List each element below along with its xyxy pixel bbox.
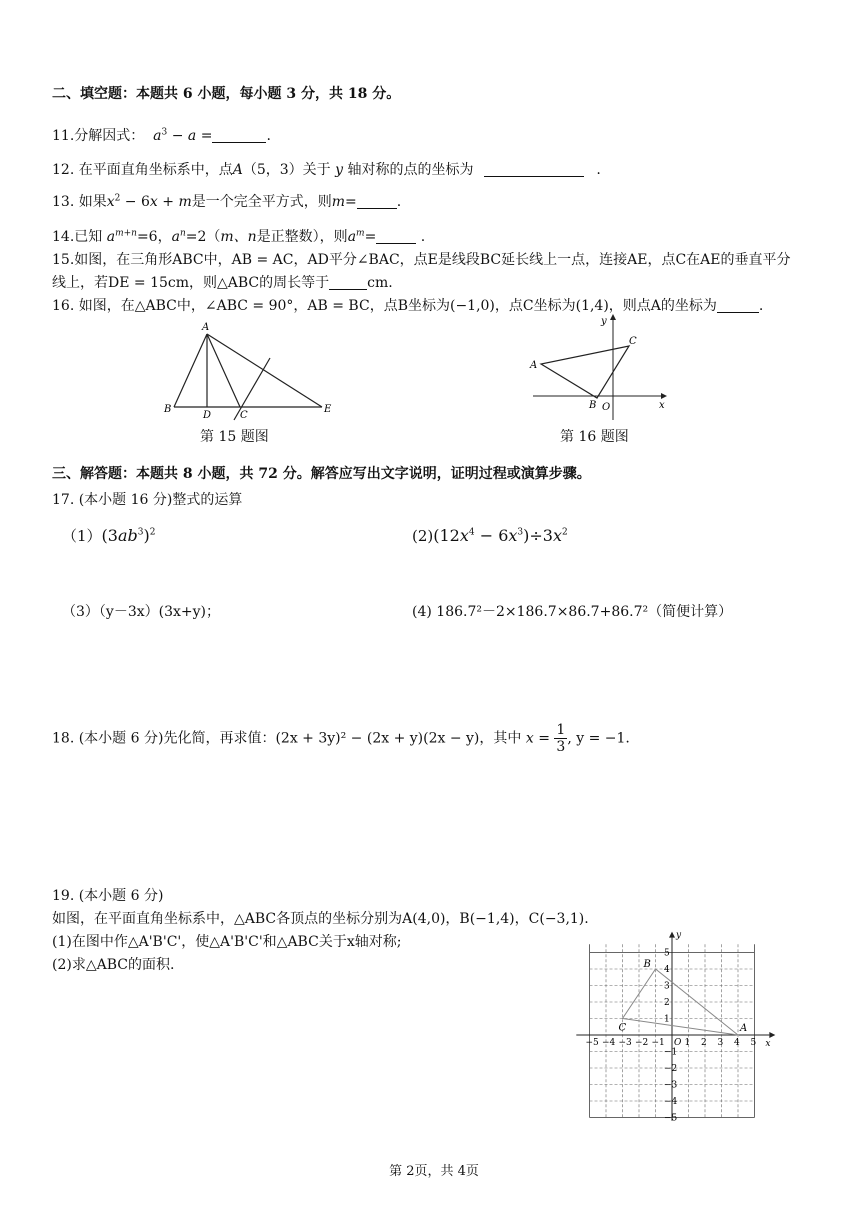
q17-part-2-label: (2) bbox=[412, 527, 434, 545]
question-17-title: 17. (本小题 16 分)整式的运算 bbox=[52, 492, 243, 508]
q12-text3: 轴对称的点的坐标为 bbox=[347, 162, 474, 178]
q13-text2: 是一个完全平方式，则 bbox=[191, 194, 332, 210]
q13-number: 13. bbox=[52, 194, 75, 210]
fig16-label-C: C bbox=[629, 336, 637, 347]
x-tick-label: −3 bbox=[618, 1038, 632, 1048]
q14-power-1: $a^{m+n}$ bbox=[106, 228, 137, 245]
q14-value-2: =2（ bbox=[185, 229, 221, 245]
question-14 bbox=[52, 227, 425, 247]
triangle-ABC bbox=[541, 346, 629, 398]
x-tick-label: 5 bbox=[750, 1038, 757, 1048]
q12-axis: y bbox=[335, 162, 344, 178]
fig16-label-y: y bbox=[601, 316, 607, 327]
x-axis-arrow bbox=[661, 393, 667, 399]
fig16-label-B: B bbox=[589, 400, 597, 411]
q15-answer-blank bbox=[329, 275, 367, 290]
q18-variable-x: x bbox=[525, 730, 534, 747]
q11-number: 11. bbox=[52, 128, 75, 144]
q12-text: 在平面直角坐标系中，点 bbox=[78, 162, 233, 178]
figure-15-caption: 第 15 题图 bbox=[200, 429, 269, 445]
q17-part-3: （3）（y－3x）(3x+y)； bbox=[62, 604, 220, 620]
x-tick-label: 3 bbox=[717, 1038, 724, 1048]
q14-number: 14. bbox=[52, 229, 75, 245]
x-tick-label: 1 bbox=[684, 1038, 691, 1048]
figure-16-caption: 第 16 题图 bbox=[560, 429, 629, 445]
question-15-line-1 bbox=[52, 250, 791, 270]
q14-eq: = bbox=[364, 229, 377, 245]
q14-power-3: $a^m$ bbox=[347, 228, 365, 245]
q18-text: 18. (本小题 6 分)先化简，再求值：(2x + 3y)² − (2x + y)(2x − y)，其中 bbox=[52, 730, 522, 747]
q17-part-2 bbox=[412, 526, 568, 546]
q12-answer-blank bbox=[484, 162, 584, 177]
fig19-label-y: y bbox=[676, 930, 682, 941]
y-tick-label: −2 bbox=[664, 1064, 678, 1074]
question-19-line-3: (2)求△ABC的面积. bbox=[52, 957, 175, 973]
q11-answer-blank bbox=[212, 128, 266, 143]
q15-unit: cm. bbox=[367, 275, 393, 291]
y-tick-label: 1 bbox=[664, 1014, 670, 1025]
q15-text-2: 线上，若DE = 15cm，则△ABC的周长等于 bbox=[52, 275, 330, 291]
q12-text2: 关于 bbox=[302, 162, 331, 178]
q14-text: 已知 bbox=[74, 229, 103, 245]
question-19-title: 19. (本小题 6 分) bbox=[52, 888, 164, 904]
q14-tail: . bbox=[420, 229, 426, 245]
q16-answer-blank bbox=[717, 298, 759, 313]
y-tick-label: −1 bbox=[664, 1047, 678, 1058]
q13-expression: $x^2 - 6x + m$ bbox=[106, 193, 192, 210]
question-16 bbox=[52, 296, 763, 316]
q11-text: 分解因式： bbox=[74, 128, 145, 144]
q12-tail: . bbox=[596, 162, 601, 178]
q18-fraction bbox=[554, 722, 567, 755]
y-tick-label: −3 bbox=[664, 1080, 678, 1091]
segment-AE bbox=[207, 334, 322, 407]
y-tick-label: 2 bbox=[664, 998, 670, 1008]
q12-coords: （5，3） bbox=[242, 162, 303, 178]
question-11 bbox=[52, 126, 271, 146]
figure-19-grid bbox=[576, 930, 781, 1124]
fig16-label-A: A bbox=[530, 360, 538, 371]
q17-part-1-label: （1） bbox=[62, 527, 102, 545]
q11-expression: $a^3 - a$ = bbox=[153, 127, 213, 144]
fig19-label-O: O bbox=[674, 1038, 682, 1048]
q14-value-1: =6， bbox=[136, 229, 172, 245]
question-19-line-1: 如图，在平面直角坐标系中，△ABC各顶点的坐标分别为A(4,0)，B(−1,4)，C(−3,1). bbox=[52, 911, 589, 927]
x-tick-label: 2 bbox=[701, 1038, 707, 1048]
q18-tail: , y = −1. bbox=[567, 730, 630, 747]
y-tick-label: −5 bbox=[664, 1113, 678, 1124]
x-axis-arrow bbox=[769, 1032, 775, 1038]
fig15-label-E: E bbox=[324, 404, 332, 415]
segment-AB bbox=[174, 334, 207, 407]
y-axis-arrow bbox=[669, 932, 675, 938]
figure-16 bbox=[525, 316, 670, 424]
q17-part-4: (4) 186.7²－2×186.7×86.7+86.7²（简便计算） bbox=[412, 604, 733, 620]
x-tick-label: −5 bbox=[585, 1038, 599, 1048]
fig15-label-B: B bbox=[164, 404, 172, 415]
q15-text-1: 如图，在三角形ABC中，AB = AC，AD平分∠BAC，点E是线段BC延长线上一点，连接AE，点C在AE的垂直平分 bbox=[74, 252, 791, 268]
x-tick-label: −2 bbox=[635, 1038, 649, 1048]
q13-eq: = bbox=[345, 194, 357, 210]
question-12 bbox=[52, 160, 601, 180]
q14-power-2: $a^n$ bbox=[171, 228, 186, 245]
q12-number: 12. bbox=[52, 162, 75, 178]
q17-part-2-expression: $(12x^4 - 6x^3)\div 3x^2$ bbox=[433, 526, 568, 545]
x-tick-label: −4 bbox=[602, 1038, 616, 1048]
fig19-label-x: x bbox=[765, 1039, 771, 1049]
fig19-label-C: C bbox=[618, 1022, 627, 1034]
y-tick-label: 5 bbox=[664, 948, 670, 959]
q12-point: A bbox=[232, 162, 243, 178]
figure-15 bbox=[160, 320, 340, 425]
x-tick-label: 4 bbox=[734, 1038, 740, 1048]
q13-variable-m: m bbox=[331, 194, 346, 210]
fig15-label-A: A bbox=[202, 322, 210, 333]
q16-tail: . bbox=[758, 298, 764, 314]
fig16-label-O: O bbox=[602, 402, 611, 413]
q18-fraction-numerator: 1 bbox=[556, 722, 566, 738]
q16-text: 如图，在△ABC中，∠ABC = 90°，AB = BC，点B坐标为(−1,0)，点C坐标为(1,4)，则点A的坐标为 bbox=[78, 298, 717, 314]
q11-tail: . bbox=[266, 128, 271, 144]
y-tick-label: 4 bbox=[664, 965, 670, 975]
question-15-line-2 bbox=[52, 273, 393, 293]
section-3-heading: 三、解答题：本题共 8 小题，共 72 分。解答应写出文字说明，证明过程或演算步骤。 bbox=[52, 466, 591, 482]
fig19-label-B: B bbox=[643, 959, 651, 970]
q14-answer-blank bbox=[376, 229, 416, 244]
q14-text2: 是正整数），则 bbox=[256, 229, 348, 245]
q17-part-1-expression: $(3ab^3)^2$ bbox=[101, 526, 156, 545]
q17-part-1 bbox=[62, 526, 155, 546]
fig19-label-A: A bbox=[740, 1023, 748, 1034]
section-2-heading: 二、填空题：本题共 6 小题，每小题 3 分，共 18 分。 bbox=[52, 86, 401, 102]
q13-text: 如果 bbox=[78, 194, 107, 210]
x-tick-label: −1 bbox=[651, 1038, 665, 1048]
fig15-label-C: C bbox=[240, 410, 248, 421]
q18-fraction-denominator: 3 bbox=[556, 739, 566, 755]
y-tick-label: 3 bbox=[664, 981, 670, 992]
question-18: 18. (本小题 6 分)先化简，再求值：(2x + 3y)² − (2x + y)(2x − y)，其中 x = $\frac{1}{3}$ , y = −1. bbox=[52, 722, 630, 755]
fig16-label-x: x bbox=[659, 400, 665, 411]
q14-condition: m、n bbox=[220, 229, 257, 245]
q16-number: 16. bbox=[52, 298, 75, 314]
y-tick-label: −4 bbox=[664, 1097, 678, 1107]
question-19-line-2: (1)在图中作△A'B'C'，使△A'B'C'和△ABC关于x轴对称; bbox=[52, 934, 402, 950]
fig15-label-D: D bbox=[203, 410, 212, 421]
page-footer: 第 2页，共 4页 bbox=[389, 1164, 479, 1179]
question-13 bbox=[52, 192, 401, 212]
q13-answer-blank bbox=[357, 194, 397, 209]
q15-number: 15. bbox=[52, 252, 75, 268]
q13-tail: . bbox=[396, 194, 402, 210]
